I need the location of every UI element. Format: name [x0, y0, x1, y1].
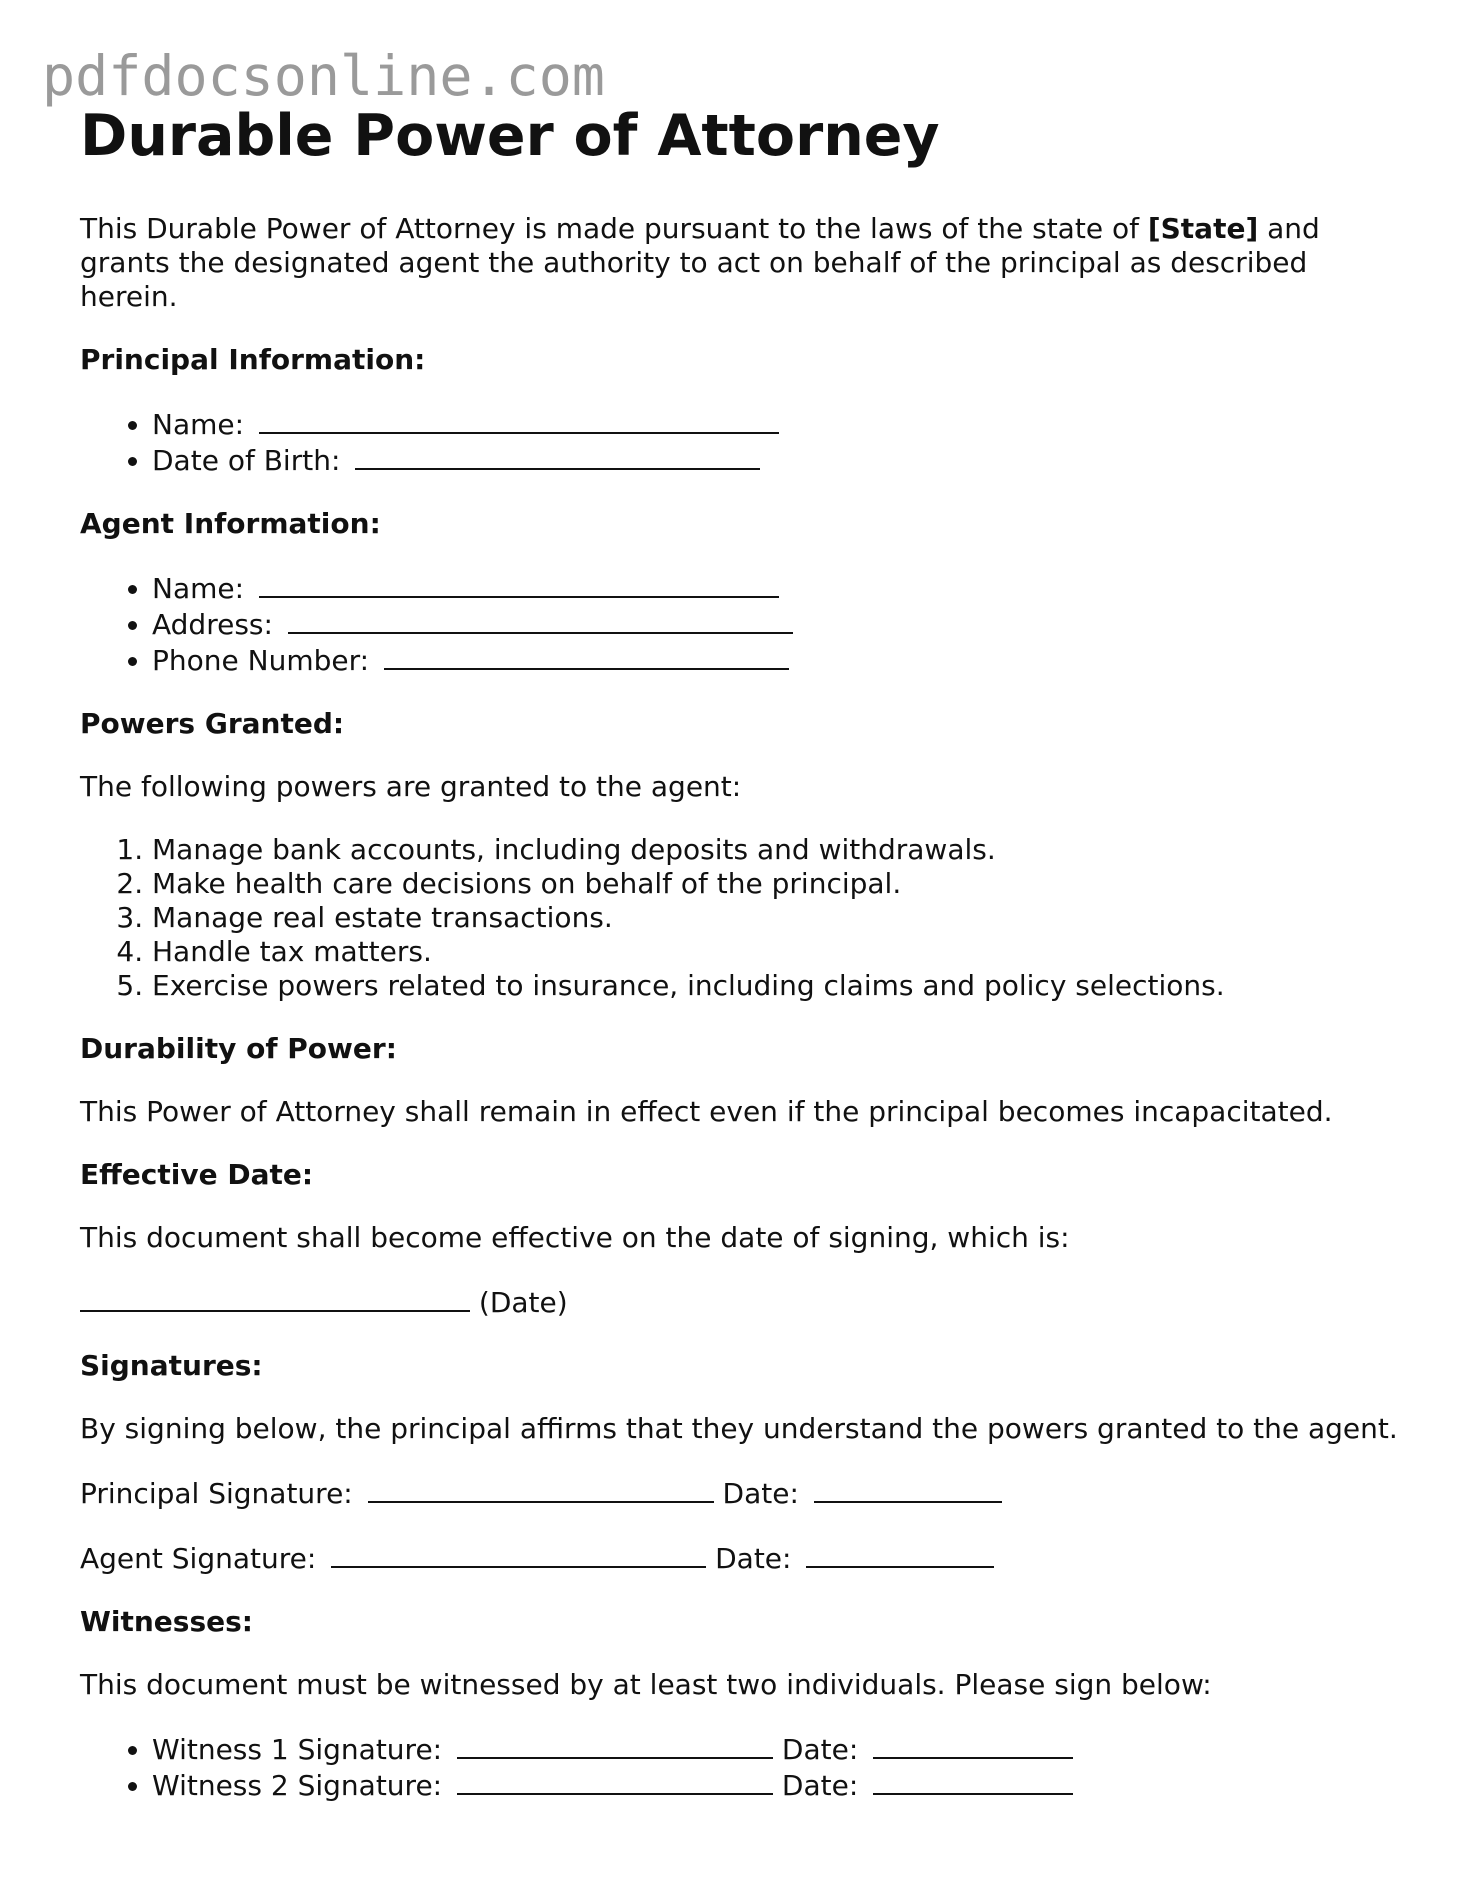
witness-1-date-label: Date: [781, 1733, 859, 1766]
witness-1-date-blank[interactable] [873, 1731, 1073, 1759]
witness-1-label: Witness 1 Signature: [152, 1733, 443, 1766]
agent-signature-blank[interactable] [331, 1540, 706, 1568]
principal-dob-field [152, 442, 1400, 478]
agent-signature-row [80, 1540, 1400, 1576]
witness-1-signature-blank[interactable] [457, 1731, 773, 1759]
intro-paragraph [80, 212, 1400, 314]
principal-date-blank[interactable] [814, 1475, 1002, 1503]
state-placeholder: [State] [1147, 212, 1259, 245]
watermark: pdfdocsonline.com [42, 44, 605, 108]
principal-heading: Principal Information: [80, 343, 426, 376]
agent-heading: Agent Information: [80, 507, 381, 540]
powers-list [80, 833, 1400, 1003]
agent-phone-blank[interactable] [384, 642, 789, 670]
power-item: 2. Make health care decisions on behalf of the principal. [152, 867, 1400, 901]
agent-phone-field [152, 642, 1400, 678]
witness-2-date-blank[interactable] [873, 1767, 1073, 1795]
principal-signature-row [80, 1475, 1400, 1511]
document-page [80, 101, 1400, 1832]
agent-name-label: Name: [152, 572, 245, 605]
intro-text-after: and grants the designated agent the authority to act on behalf of the principal as described herein. [80, 212, 1320, 313]
agent-date-blank[interactable] [806, 1540, 994, 1568]
signatures-heading: Signatures: [80, 1349, 263, 1382]
witnesses-text: This document must be witnessed by at least two individuals. Please sign below: [80, 1668, 1212, 1701]
agent-address-label: Address: [152, 608, 273, 641]
witness-2-signature-blank[interactable] [457, 1767, 773, 1795]
agent-address-field [152, 606, 1400, 642]
principal-name-field [152, 406, 1400, 442]
principal-date-label: Date: [722, 1477, 799, 1510]
agent-fields [80, 570, 1400, 678]
witnesses-heading: Witnesses: [80, 1605, 253, 1638]
witness-2-label: Witness 2 Signature: [152, 1769, 443, 1802]
effective-heading: Effective Date: [80, 1158, 314, 1191]
agent-address-blank[interactable] [288, 606, 793, 634]
principal-name-blank[interactable] [259, 406, 779, 434]
signatures-text: By signing below, the principal affirms that they understand the powers granted to the agent. [80, 1412, 1398, 1445]
power-item: 3. Manage real estate transactions. [152, 901, 1400, 935]
principal-signature-blank[interactable] [368, 1475, 714, 1503]
agent-signature-label: Agent Signature: [80, 1542, 317, 1575]
document-title: Durable Power of Attorney [80, 103, 940, 169]
durability-text: This Power of Attorney shall remain in effect even if the principal becomes incapacitated. [80, 1095, 1333, 1128]
principal-signature-label: Principal Signature: [80, 1477, 353, 1510]
power-item: 5. Exercise powers related to insurance, including claims and policy selections. [152, 969, 1400, 1003]
effective-date-blank[interactable] [80, 1284, 470, 1312]
effective-date-field [80, 1284, 1400, 1320]
agent-name-blank[interactable] [259, 570, 779, 598]
effective-text: This document shall become effective on the date of signing, which is: [80, 1221, 1070, 1254]
powers-heading: Powers Granted: [80, 707, 345, 740]
principal-fields [80, 406, 1400, 478]
witness-2-date-label: Date: [781, 1769, 859, 1802]
agent-date-label: Date: [715, 1542, 792, 1575]
principal-dob-blank[interactable] [355, 442, 760, 470]
witness-fields [80, 1731, 1400, 1803]
principal-name-label: Name: [152, 408, 245, 441]
power-item: 1. Manage bank accounts, including deposits and withdrawals. [152, 833, 1400, 867]
witness-1-field [152, 1731, 1400, 1767]
intro-text-before: This Durable Power of Attorney is made pursuant to the laws of the state of [80, 212, 1148, 245]
witness-2-field [152, 1767, 1400, 1803]
powers-intro: The following powers are granted to the agent: [80, 770, 742, 803]
effective-date-label: (Date) [478, 1286, 568, 1319]
principal-dob-label: Date of Birth: [152, 444, 341, 477]
agent-phone-label: Phone Number: [152, 644, 370, 677]
power-item: 4. Handle tax matters. [152, 935, 1400, 969]
durability-heading: Durability of Power: [80, 1032, 397, 1065]
agent-name-field [152, 570, 1400, 606]
